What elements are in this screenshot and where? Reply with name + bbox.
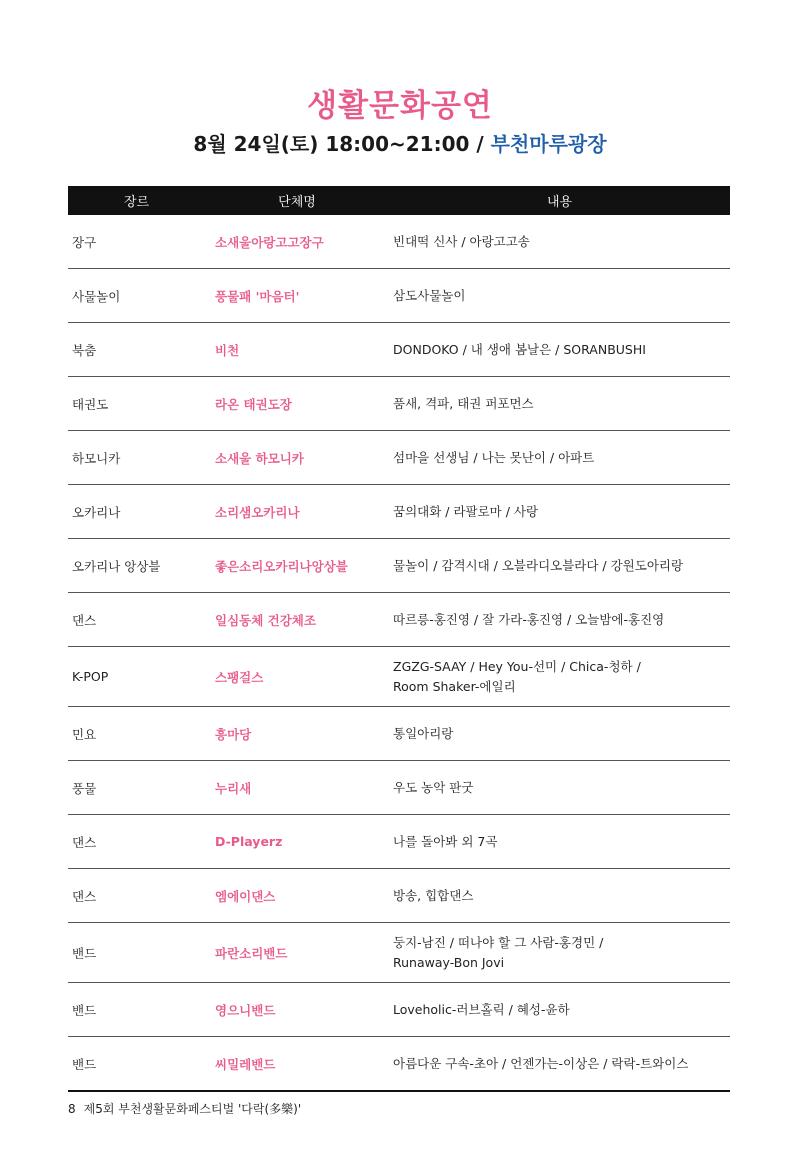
table-row bbox=[68, 647, 730, 707]
content-cell: 빈대떡 신사 / 아랑고고송 bbox=[389, 215, 730, 269]
content-cell: 통일아리랑 bbox=[389, 707, 730, 761]
genre-cell: 밴드 bbox=[68, 1037, 205, 1092]
content-line: Runaway-Bon Jovi bbox=[393, 954, 505, 970]
genre-cell: 댄스 bbox=[68, 593, 205, 647]
table-row bbox=[68, 269, 730, 323]
team-cell: 비천 bbox=[205, 323, 389, 377]
team-cell: 소리샘오카리나 bbox=[205, 485, 389, 539]
program-table-wrap bbox=[68, 186, 730, 1092]
content-cell: 아름다운 구속-초아 / 언젠가는-이상은 / 락락-트와이스 bbox=[389, 1037, 730, 1092]
team-cell: D-Playerz bbox=[205, 815, 389, 869]
team-cell: 영으니밴드 bbox=[205, 983, 389, 1037]
event-datetime: 8월 24일(토) 18:00~21:00 / bbox=[193, 132, 484, 156]
header-genre: 장르 bbox=[68, 186, 205, 215]
content-cell: 방송, 힙합댄스 bbox=[389, 869, 730, 923]
content-cell: 물놀이 / 감격시대 / 오블라디오블라다 / 강원도아리랑 bbox=[389, 539, 730, 593]
content-cell: 품새, 격파, 태권 퍼포먼스 bbox=[389, 377, 730, 431]
table-row bbox=[68, 485, 730, 539]
table-body bbox=[68, 215, 730, 1091]
table-row bbox=[68, 323, 730, 377]
table-row bbox=[68, 431, 730, 485]
program-table bbox=[68, 186, 730, 1092]
table-row bbox=[68, 983, 730, 1037]
event-info bbox=[0, 128, 800, 157]
footer-text: 제5회 부천생활문화페스티벌 '다락(多樂)' bbox=[83, 1102, 302, 1116]
genre-cell: 댄스 bbox=[68, 869, 205, 923]
table-row bbox=[68, 377, 730, 431]
content-line: Room Shaker-에일리 bbox=[393, 678, 516, 694]
content-cell: 삼도사물놀이 bbox=[389, 269, 730, 323]
team-cell: 풍물패 '마음터' bbox=[205, 269, 389, 323]
genre-cell: 밴드 bbox=[68, 983, 205, 1037]
content-cell: 섬마을 선생님 / 나는 못난이 / 아파트 bbox=[389, 431, 730, 485]
page-number: 8 bbox=[68, 1102, 76, 1116]
content-cell: 꿈의대화 / 라팔로마 / 사랑 bbox=[389, 485, 730, 539]
table-row bbox=[68, 815, 730, 869]
team-cell: 좋은소리오카리나앙상블 bbox=[205, 539, 389, 593]
genre-cell: 밴드 bbox=[68, 923, 205, 983]
table-row bbox=[68, 707, 730, 761]
team-cell: 씨밀레밴드 bbox=[205, 1037, 389, 1092]
team-cell: 소새울 하모니카 bbox=[205, 431, 389, 485]
table-row bbox=[68, 593, 730, 647]
team-cell: 라온 태권도장 bbox=[205, 377, 389, 431]
team-cell: 소새울아랑고고장구 bbox=[205, 215, 389, 269]
table-row bbox=[68, 215, 730, 269]
genre-cell: 사물놀이 bbox=[68, 269, 205, 323]
genre-cell: K-POP bbox=[68, 647, 205, 707]
genre-cell: 민요 bbox=[68, 707, 205, 761]
content-cell: DONDOKO / 내 생애 봄날은 / SORANBUSHI bbox=[389, 323, 730, 377]
header-team: 단체명 bbox=[205, 186, 389, 215]
content-cell: 따르릉-홍진영 / 잘 가라-홍진영 / 오늘밤에-홍진영 bbox=[389, 593, 730, 647]
genre-cell: 풍물 bbox=[68, 761, 205, 815]
team-cell: 스팽걸스 bbox=[205, 647, 389, 707]
genre-cell: 북춤 bbox=[68, 323, 205, 377]
team-cell: 엠에이댄스 bbox=[205, 869, 389, 923]
table-row bbox=[68, 539, 730, 593]
content-cell: 나를 돌아봐 외 7곡 bbox=[389, 815, 730, 869]
team-cell: 흥마당 bbox=[205, 707, 389, 761]
table-row bbox=[68, 1037, 730, 1092]
content-cell bbox=[389, 647, 730, 707]
genre-cell: 오카리나 bbox=[68, 485, 205, 539]
content-line: ZGZG-SAAY / Hey You-선미 / Chica-청하 / bbox=[393, 658, 641, 674]
content-line: 둥지-남진 / 떠나야 할 그 사람-홍경민 / bbox=[393, 934, 604, 950]
table-row bbox=[68, 923, 730, 983]
genre-cell: 댄스 bbox=[68, 815, 205, 869]
genre-cell: 장구 bbox=[68, 215, 205, 269]
page-footer bbox=[68, 1100, 301, 1117]
page-title: 생활문화공연 bbox=[307, 88, 493, 124]
genre-cell: 하모니카 bbox=[68, 431, 205, 485]
team-cell: 일심동체 건강체조 bbox=[205, 593, 389, 647]
content-cell: Loveholic-러브홀릭 / 혜성-윤하 bbox=[389, 983, 730, 1037]
table-row bbox=[68, 761, 730, 815]
content-cell: 우도 농악 판굿 bbox=[389, 761, 730, 815]
genre-cell: 태권도 bbox=[68, 377, 205, 431]
event-venue: 부천마루광장 bbox=[490, 132, 607, 156]
table-header-row bbox=[68, 186, 730, 215]
header-content: 내용 bbox=[389, 186, 730, 215]
team-cell: 파란소리밴드 bbox=[205, 923, 389, 983]
content-cell bbox=[389, 923, 730, 983]
genre-cell: 오카리나 앙상블 bbox=[68, 539, 205, 593]
team-cell: 누리새 bbox=[205, 761, 389, 815]
table-row bbox=[68, 869, 730, 923]
